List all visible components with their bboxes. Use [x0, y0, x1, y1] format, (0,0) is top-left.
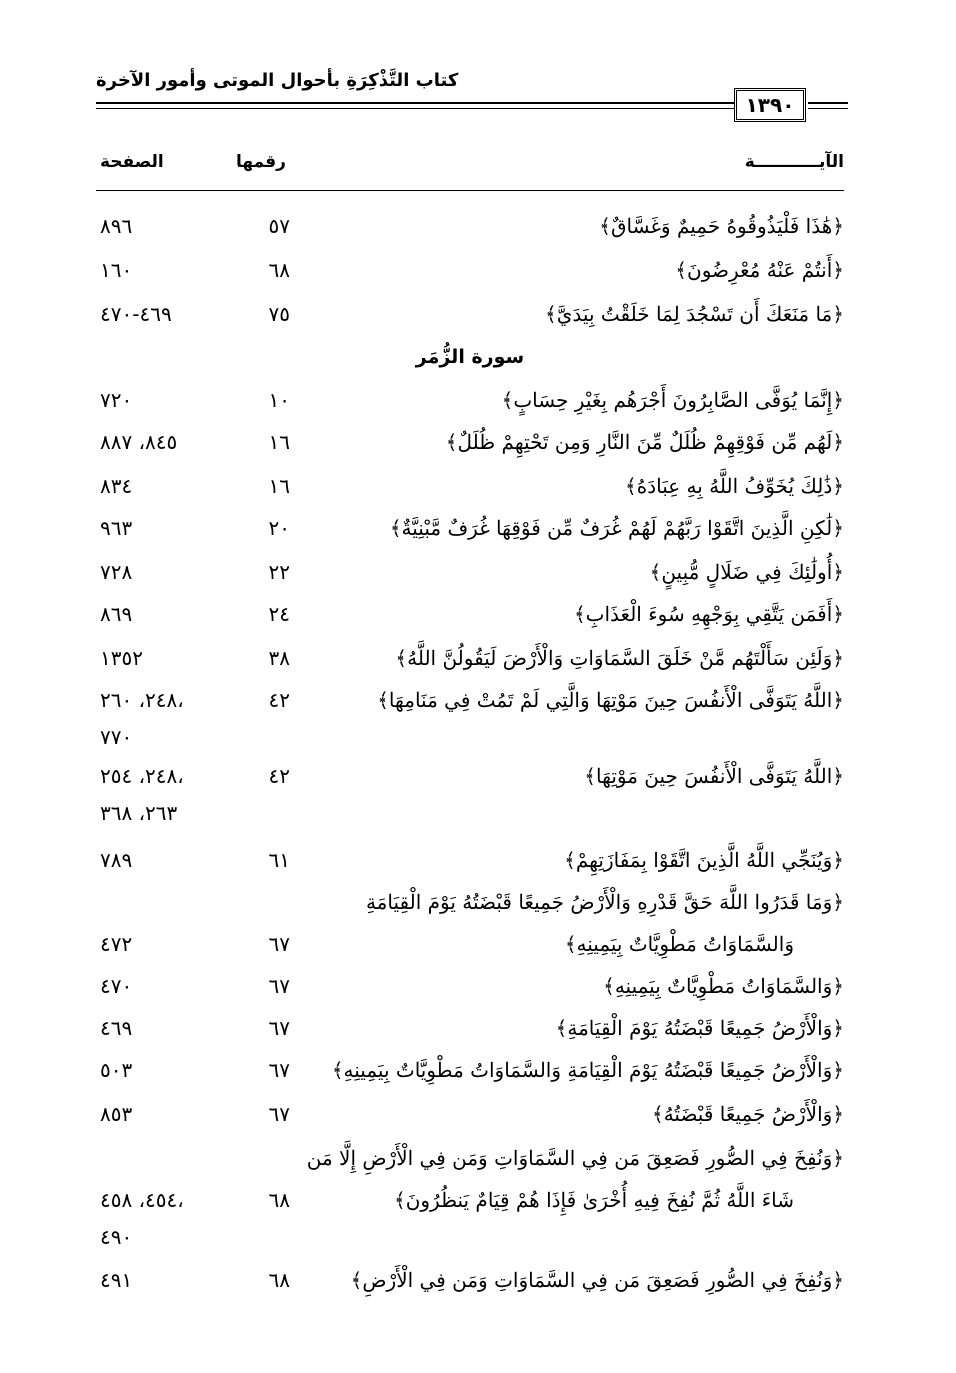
row-verse: ﴿وَالْأَرْضُ جَمِيعًا قَبْضَتُهُ يَوْمَ الْقِيَامَةِ﴾ [555, 1016, 844, 1040]
row-verse: ﴿هَٰذَا فَلْيَذُوقُوهُ حَمِيمٌ وَغَسَّاقٌ﴾ [599, 214, 844, 238]
row-page: ٤٦٩-٤٧٠ [100, 302, 172, 326]
row-number: ٢٤ [268, 602, 290, 626]
row-verse: ﴿وَلَئِن سَأَلْتَهُم مَّنْ خَلَقَ السَّمَاوَاتِ وَالْأَرْضَ لَيَقُولُنَّ اللَّهُ﴾ [395, 646, 844, 670]
row-page: ٧٢٠ [100, 388, 133, 412]
row-verse: ﴿وَنُفِخَ فِي الصُّورِ فَصَعِقَ مَن فِي السَّمَاوَاتِ وَمَن فِي الْأَرْضِ﴾ [350, 1268, 844, 1292]
row-number: ٦٧ [268, 1058, 290, 1082]
column-header-rule [96, 190, 844, 191]
row-number: ٧٥ [268, 302, 290, 326]
surah-title: سورة الزُّمَر [415, 346, 525, 368]
row-verse: ﴿إِنَّمَا يُوَفَّى الصَّابِرُونَ أَجْرَهُم بِغَيْرِ حِسَابٍ﴾ [501, 388, 844, 412]
row-number: ١٠ [268, 388, 290, 412]
column-header-page: الصفحة [100, 152, 164, 172]
row-verse: ﴿وَنُفِخَ فِي الصُّورِ فَصَعِقَ مَن فِي السَّمَاوَاتِ وَمَن فِي الْأَرْضِ إِلَّا مَن [306, 1146, 844, 1170]
row-verse: ﴿أَفَمَن يَتَّقِي بِوَجْهِهِ سُوءَ الْعَذَابِ﴾ [573, 602, 844, 626]
row-page: ٤٧٢ [100, 932, 133, 956]
row-page: ١٣٥٢ [100, 646, 143, 670]
row-page: ٨٦٩ [100, 602, 133, 626]
row-page: ١٦٠ [100, 258, 133, 282]
row-number: ٢٢ [268, 560, 290, 584]
row-number: ٦٧ [268, 1102, 290, 1126]
row-verse-continued: وَالسَّمَاوَاتُ مَطْوِيَّاتٌ بِيَمِينِهِ﴾ [564, 932, 794, 956]
row-verse: ﴿أُولَٰئِكَ فِي ضَلَالٍ مُّبِينٍ﴾ [649, 560, 844, 584]
row-verse: ﴿وَالسَّمَاوَاتُ مَطْوِيَّاتٌ بِيَمِينِهِ﴾ [603, 974, 844, 998]
row-verse: ﴿وَالْأَرْضُ جَمِيعًا قَبْضَتُهُ﴾ [651, 1102, 844, 1126]
header-rule-right-bottom [808, 108, 848, 109]
row-verse: ﴿اللَّهُ يَتَوَفَّى الْأَنفُسَ حِينَ مَوْتِهَا﴾ [584, 764, 844, 788]
row-page: ٧٢٨ [100, 560, 133, 584]
row-number: ٦٨ [268, 1188, 290, 1212]
row-verse: ﴿لَهُم مِّن فَوْقِهِمْ ظُلَلٌ مِّنَ النَّارِ وَمِن تَحْتِهِمْ ظُلَلٌ﴾ [445, 430, 844, 454]
book-title: كتاب التَّذْكِرَةِ بأحوال الموتى وأمور الآخرة [96, 70, 459, 91]
row-number: ٦٨ [268, 258, 290, 282]
row-verse: ﴿أَنتُمْ عَنْهُ مُعْرِضُونَ﴾ [675, 258, 844, 282]
row-page: ٨٥٣ [100, 1102, 133, 1126]
row-page: ٢٤٨، ٢٥٤، [100, 764, 184, 788]
row-verse: ﴿وَالْأَرْضُ جَمِيعًا قَبْضَتُهُ يَوْمَ الْقِيَامَةِ وَالسَّمَاوَاتُ مَطْوِيَّاتٌ بِيَمِينِهِ﴾ [331, 1058, 844, 1082]
row-number: ٥٧ [268, 214, 290, 238]
row-verse: ﴿مَا مَنَعَكَ أَن تَسْجُدَ لِمَا خَلَقْتُ بِيَدَيَّ﴾ [545, 302, 844, 326]
row-verse: ﴿ذَٰلِكَ يُخَوِّفُ اللَّهُ بِهِ عِبَادَهُ﴾ [625, 474, 844, 498]
column-header-verse: الآيـــــــــــة [744, 152, 844, 172]
row-number: ٦٨ [268, 1268, 290, 1292]
row-number: ٤٢ [268, 764, 290, 788]
row-number: ٦٧ [268, 932, 290, 956]
row-page: ٨٩٦ [100, 214, 133, 238]
row-page: ٤٦٩ [100, 1016, 133, 1040]
row-page: ٩٦٣ [100, 516, 133, 540]
row-page-continued: ٧٧٠ [100, 725, 133, 749]
row-page: ٨٣٤ [100, 474, 133, 498]
row-number: ٢٠ [268, 516, 290, 540]
row-page: ٢٤٨، ٢٦٠، [100, 688, 184, 712]
row-number: ٤٢ [268, 688, 290, 712]
row-number: ٦٧ [268, 1016, 290, 1040]
row-number: ٦٧ [268, 974, 290, 998]
row-number: ٦١ [268, 848, 290, 872]
row-page: ٧٨٩ [100, 848, 133, 872]
column-header-number: رقمها [236, 152, 286, 172]
row-verse: ﴿وَيُنَجِّي اللَّهُ الَّذِينَ اتَّقَوْا بِمَفَازَتِهِمْ﴾ [564, 848, 844, 872]
header-rule-top [96, 102, 734, 104]
row-page: ٤٥٤، ٤٥٨، [100, 1188, 184, 1212]
row-verse: ﴿اللَّهُ يَتَوَفَّى الْأَنفُسَ حِينَ مَوْتِهَا وَالَّتِي لَمْ تَمُتْ فِي مَنَامِهَا﴾ [377, 688, 844, 712]
row-number: ١٦ [268, 474, 290, 498]
row-page-continued: ٢٦٣، ٣٦٨ [100, 801, 178, 825]
row-page: ٤٩١ [100, 1268, 133, 1292]
row-verse: ﴿لَٰكِنِ الَّذِينَ اتَّقَوْا رَبَّهُمْ لَهُمْ غُرَفٌ مِّن فَوْقِهَا غُرَفٌ مَّبْنِيَّةٌ﴾ [389, 516, 844, 540]
header-rule-bottom [96, 108, 734, 109]
row-page-continued: ٤٩٠ [100, 1225, 133, 1249]
row-number: ٣٨ [268, 646, 290, 670]
row-page: ٤٧٠ [100, 974, 133, 998]
row-verse: ﴿وَمَا قَدَرُوا اللَّهَ حَقَّ قَدْرِهِ وَالْأَرْضُ جَمِيعًا قَبْضَتُهُ يَوْمَ الْقِيَامَةِ [365, 890, 844, 914]
row-page: ٨٤٥، ٨٨٧ [100, 430, 178, 454]
row-number: ١٦ [268, 430, 290, 454]
row-verse-continued: شَاءَ اللَّهُ ثُمَّ نُفِخَ فِيهِ أُخْرَىٰ فَإِذَا هُمْ قِيَامٌ يَنظُرُونَ﴾ [393, 1188, 794, 1212]
page-number: ١٣٩٠ [734, 88, 806, 122]
header-rule-right-top [808, 102, 848, 104]
row-page: ٥٠٣ [100, 1058, 133, 1082]
